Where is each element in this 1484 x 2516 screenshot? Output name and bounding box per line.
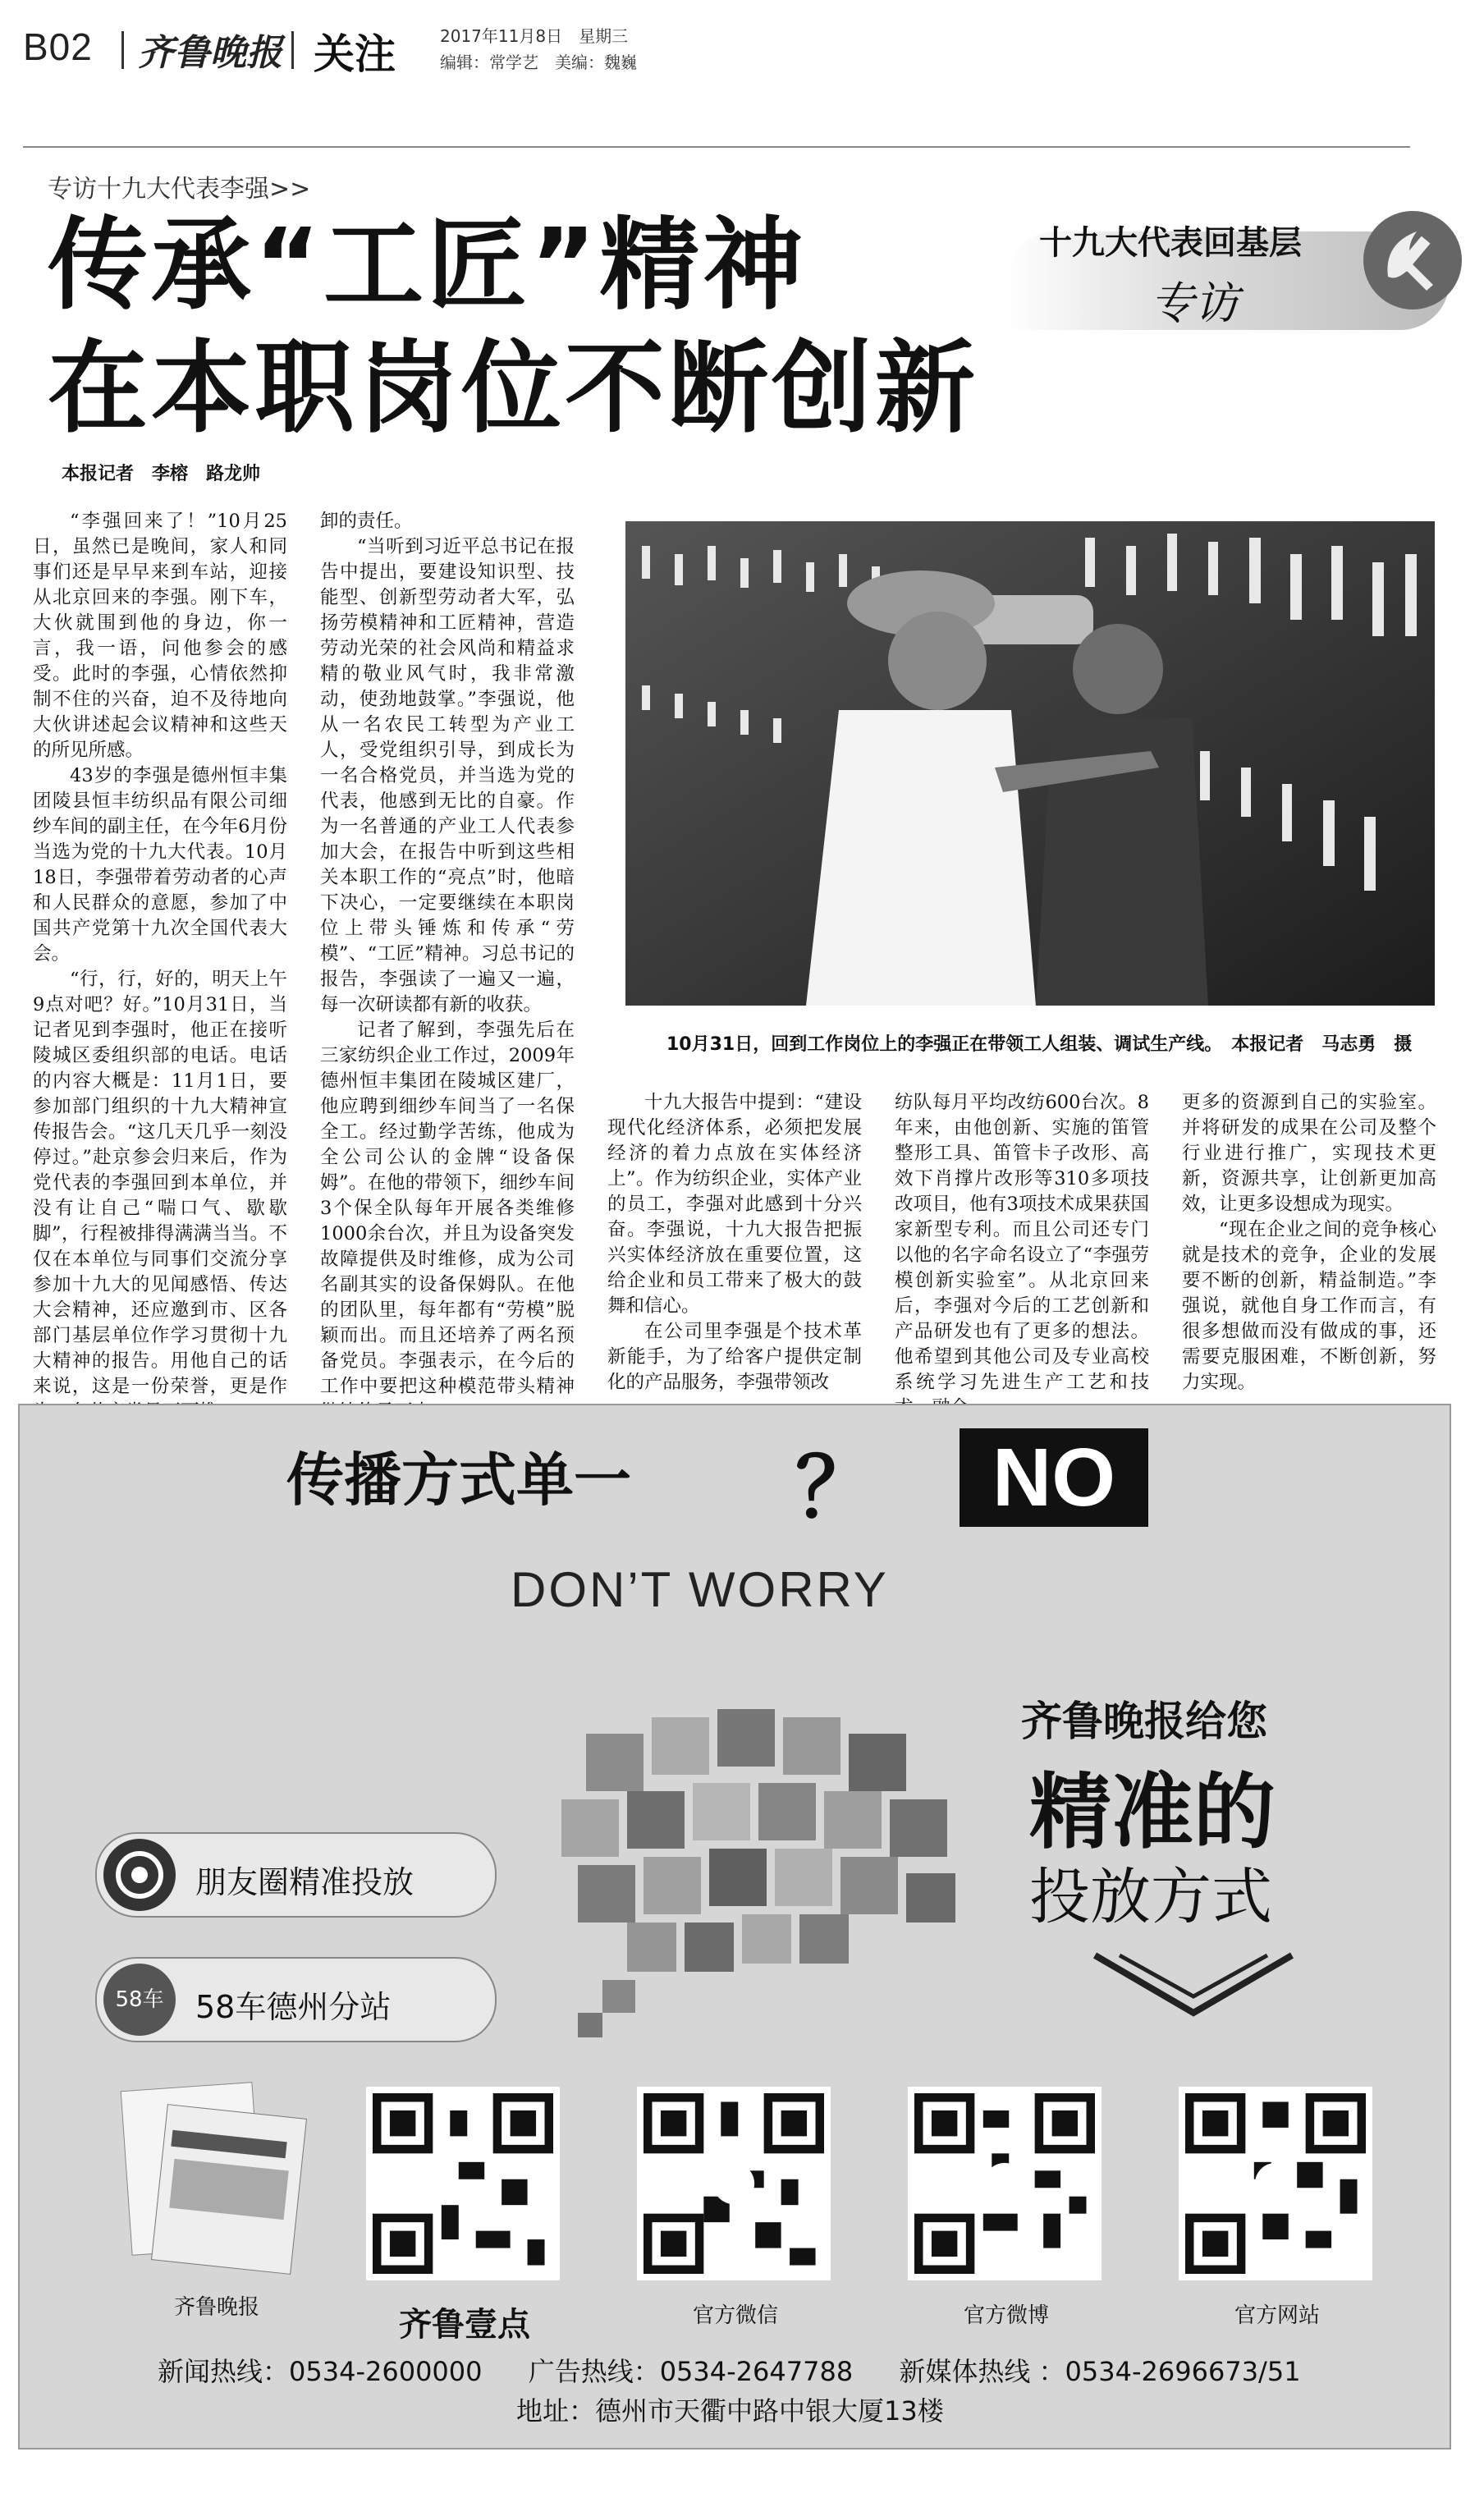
masthead-rule — [23, 146, 1410, 148]
address: 地址：德州市天衢中路中银大厦13楼 — [516, 2395, 944, 2427]
qr-label: 齐鲁壹点 — [399, 2306, 530, 2344]
qr-block-website — [1179, 2087, 1376, 2329]
factory-photo-illustration — [625, 521, 1435, 1006]
article-column-2 — [320, 509, 575, 1397]
paragraph: 43岁的李强是德州恒丰集团陵县恒丰纺织品有限公司细纱车间的副主任，在今年6月份当选为党的十九大代表。10月18日，李强带着劳动者的心声和人民群众的意愿，参加了中国共产党第十九次全国代表大会。 — [33, 765, 287, 965]
article-column-3 — [607, 1090, 862, 1394]
pill-label: 朋友圈精准投放 — [195, 1864, 415, 1900]
news-hotline: 新闻热线：0534-2600000 — [158, 2356, 483, 2387]
camera-aperture-icon — [103, 1839, 176, 1911]
paragraph: 在公司里李强是个技术革新能手，为了给客户提供定制化的产品服务，李强带领改 — [607, 1321, 862, 1393]
kicker: 专访十九大代表李强>> — [48, 175, 311, 204]
58-car-ad-pill — [95, 1957, 497, 2042]
paragraph: 十九大报告中提到：“建设现代化经济体系，必须把发展经济的着力点放在实体经济上”。作为纺织企业，实体产业的员工，李强对此感到十分兴奋。李强说，十九大报告把振兴实体经济放在重要位置，这给企业和员工带来了极大的鼓舞和信心。 — [607, 1092, 862, 1317]
qr-label: 官方微博 — [963, 2303, 1049, 2328]
qr-block-app — [366, 2087, 563, 2345]
editor-line: 编辑：常学艺 美编：魏巍 — [440, 53, 637, 72]
ad-dont-worry: DON’T WORRY — [511, 1562, 889, 1617]
ads-hotline: 广告热线：0534-2647788 — [528, 2356, 854, 2387]
qr-code-icon[interactable] — [1179, 2087, 1372, 2280]
headline-line-2: 在本职岗位不断创新 — [48, 330, 978, 447]
article-column-4 — [895, 1090, 1149, 1394]
paragraph: 纺队每月平均改纺600台次。8年来，由他创新、实施的笛管整形工具、笛管卡子改形、高效下肖撑片改形等310多项技改项目，他有3项技术成果获国家新型专利。而且公司还专门以他的名字命名设立了“李强劳模创新实验室”。从北京回来后，李强对今后的工艺创新和产品研发也有了更多的想法。他希望到其他公司及专业高校系统学习先进生产工艺和技 — [895, 1092, 1149, 1393]
pill-label: 58车德州分站 — [195, 1989, 392, 2025]
qr-label: 官方微信 — [692, 2303, 778, 2328]
article-column-5 — [1182, 1090, 1436, 1394]
byline: 本报记者 李榕 路龙帅 — [62, 464, 261, 484]
paragraph: 记者了解到，李强先后在三家纺织企业工作过，2009年德州恒丰集团在陵城区建厂，他应聘到细纱车间当了一名保全工。经过勤学苦练，他成为全公司公认的金牌“设备保姆”。在他的带领下，细纱车间3个保全队每年开展各类维修1000余台次，并且为设备突发故障提供及时维修，成为公司名副其实的设备保姆队。在他的团队里，每年都有“劳模”脱颖而出。而且还培养了两名预备党员。李强表示，在今后的工作中要把这种模范带头精神 — [320, 1020, 575, 1397]
puzzle-speech-bubble-icon — [537, 1684, 996, 2054]
ad-precise-text: 精准的 — [1029, 1764, 1276, 1860]
qr-code-icon[interactable] — [366, 2087, 560, 2280]
advertisement — [18, 1404, 1451, 2450]
paper-name: 齐鲁晚报 — [138, 32, 282, 74]
page-number: B02 — [23, 25, 93, 68]
ad-question: 传播方式单一 — [286, 1446, 631, 1514]
photo-caption: 10月31日，回到工作岗位上的李强正在带领工人组装、调试生产线。 本报记者 马志勇 摄 — [666, 1034, 1413, 1055]
headline-line-1: 传承“工匠”精神 — [48, 207, 807, 323]
article-column-1 — [33, 509, 287, 1397]
chevron-down-icon — [1087, 1947, 1300, 2021]
qr-code-icon[interactable] — [637, 2087, 831, 2280]
newspaper-stack-icon — [110, 2078, 315, 2275]
paragraph: 卸的责任。 — [320, 511, 413, 532]
section-name: 关注 — [314, 30, 396, 78]
badge-title: 十九大代表回基层 — [1039, 224, 1302, 262]
paragraph: “行，行，好的，明天上午9点对吧？好。”10月31日，当记者见到李强时，他正在接听陵城区委组织部的电话。电话的内容大概是：11月1日，要参加部门组织的十九大精神宣传报告会。“这几天几乎一刻没停过。”赴京参会归来后，作为党代表的李强回到本单位，并没有让自己“喘口气、歇歇脚”，行程被排得满满当当。不仅在本单位与同事们交流分享参加十九大的见闻感悟、传达大会精神，还应邀到市、区各部门基层单位作学习贯彻十九大精神的报告。用他自己的话来说，这是一份荣誉，更是作 — [33, 969, 287, 1397]
paragraph: “现在企业之间的竞争核心就是技术的竞争，企业的发展要不断的创新，精益制造。”李强说，就他自身工作而言，有很多想做而没有做成的事，还需要克服困难，不断创新，努力实现。 — [1182, 1219, 1436, 1393]
qr-block-wechat — [637, 2087, 834, 2329]
qr-label: 官方网站 — [1234, 2303, 1320, 2328]
article-photo — [625, 521, 1435, 1006]
date-line: 2017年11月8日 星期三 — [440, 26, 629, 46]
badge-subtitle: 专访 — [1150, 277, 1239, 329]
party-emblem-icon — [1351, 199, 1474, 322]
new-media-hotline: 新媒体热线 ：0534-2696673/51 — [899, 2356, 1301, 2387]
58-car-logo-icon: 58车 — [103, 1964, 176, 2036]
paragraph: “当听到习近平总书记在报告中提出，要建设知识型、技能型、创新型劳动者大军，弘扬劳模精神和工匠精神，营造劳动光荣的社会风尚和精益求精的敬业风气时，我非常激动，使劲地鼓掌。”李强说，他从一名农民工转型为产业工人，受党组织引导，到成长为一名合格党员，并当选为党的代表，他感到无比的自豪。作为一名普通的产业工人代表参加大会，在报告中听到这些相关本职工作的“亮点”时，他暗下决心，一定要继续在本职岗位上带头锤炼和传承“劳模”、“工匠”精神。习总书记的报告，李强读了一遍又一遍，每一次研读都有新的收获。 — [320, 536, 575, 1015]
divider — [121, 31, 124, 69]
paper-label: 齐鲁晚报 — [173, 2295, 259, 2320]
ad-method-text: 投放方式 — [1029, 1862, 1272, 1932]
ad-no-badge: NO — [960, 1428, 1148, 1527]
wechat-moments-ad-pill — [95, 1832, 497, 1918]
divider — [291, 31, 294, 69]
qr-code-icon[interactable] — [908, 2087, 1102, 2280]
masthead — [0, 0, 1484, 148]
ad-gives-text: 齐鲁晚报给您 — [1021, 1698, 1267, 1745]
hotlines — [158, 2351, 1339, 2389]
ad-question-mark: ？ — [795, 1440, 877, 1536]
paragraph: “李强回来了！”10月25日，虽然已是晚间，家人和同事们还是早早来到车站，迎接从北京回来的李强。刚下车，大伙就围到他的身边，你一言，我一语，问他参会的感受。此时的李强，心情依然抑制不住的兴奋，迫不及待地向大伙讲述起会议精神和这些天的所见所感。 — [33, 511, 287, 761]
series-badge — [1006, 182, 1466, 346]
paragraph: 更多的资源到自己的实验室。并将研发的成果在公司及整个行业进行推广，实现技术更新，资源共享，让创新更加高效，让更多设想成为现实。 — [1182, 1092, 1436, 1215]
qr-block-weibo — [908, 2087, 1105, 2329]
